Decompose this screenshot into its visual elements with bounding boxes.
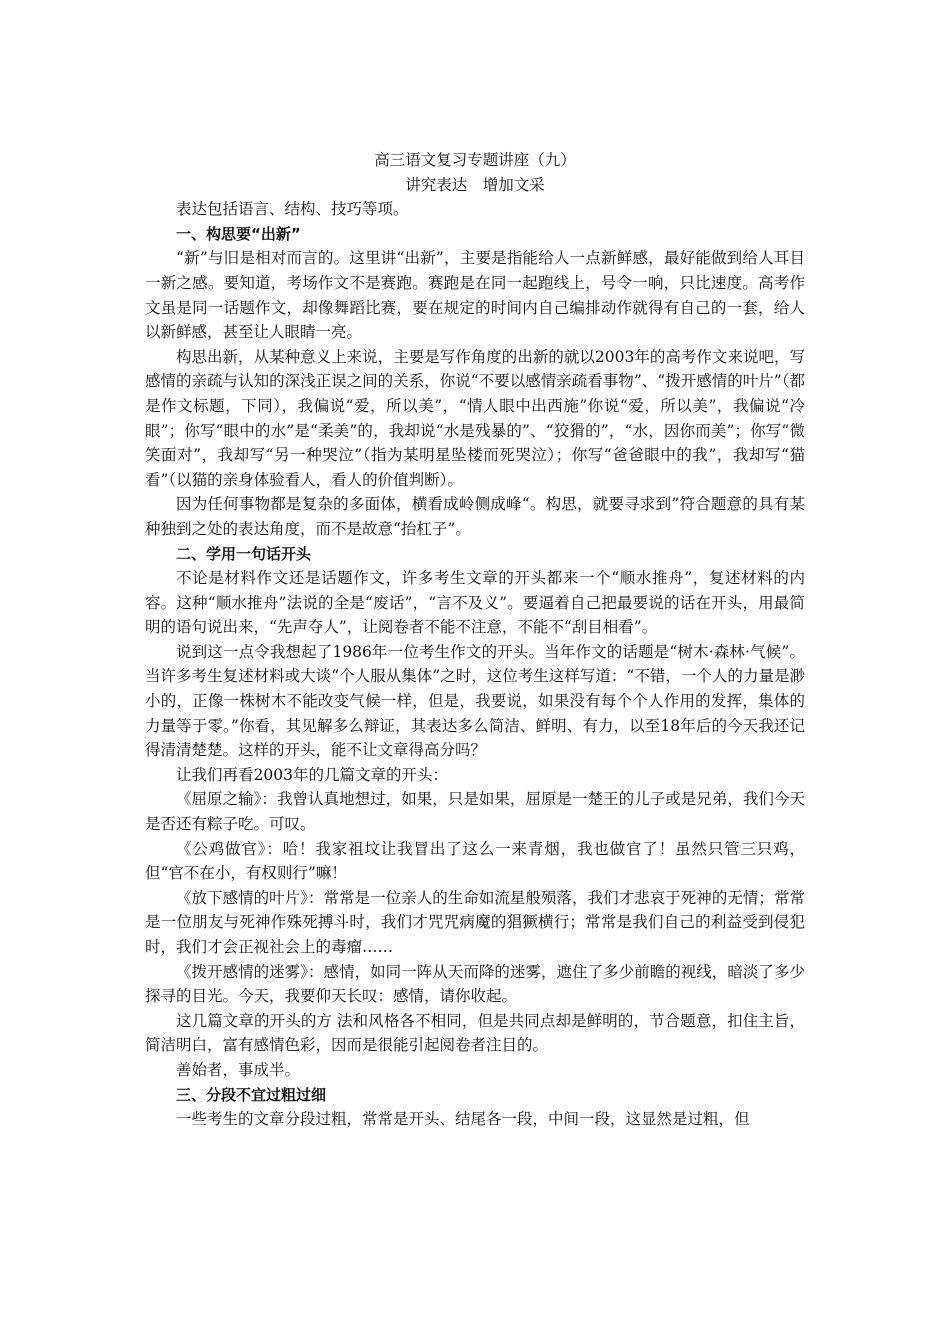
paragraph: 说到这一点令我想起了1986年一位考生作文的开头。当年作文的话题是“树木·森林·气候”。当许多考生复述材料或大谈“个人服从集体”之时，这位考生这样写道：“不错，一个人的力量是渺小的，正像一株树木不能改变气候一样，但是，我要说，如果没有每个个人作用的发挥，集体的力量等于零。”你看，其见解多么辩证，其表达多么简洁、鲜明、有力，以至18年后的今天我还记得清清楚楚。这样的开头，能不让文章得高分吗？ bbox=[145, 642, 805, 760]
paragraph: 因为任何事物都是复杂的多面体，横看成岭侧成峰“。构思，就要寻求到”符合题意的具有某种独到之处的表达角度，而不是故意“抬杠子”。 bbox=[145, 495, 805, 538]
document-title: 高三语文复习专题讲座（九） bbox=[374, 151, 576, 169]
paragraph: “新”与旧是相对而言的。这里讲“出新”，主要是指能给人一点新鲜感，最好能做到给人耳目一新之感。要知道，考场作文不是赛跑。赛跑是在同一起跑线上，号令一响，只比速度。高考作文虽是同一话题作文，却像舞蹈比赛，要在规定的时间内自己编排动作就得有自己的一套，给人以新鲜感，甚至让人眼睛一亮。 bbox=[145, 249, 805, 342]
document-page bbox=[145, 148, 805, 1132]
paragraph: 不论是材料作文还是话题作文，许多考生文章的开头都来一个“顺水推舟”，复述材料的内容。这种“顺水推舟”法说的全是“废话”，“言不及义”。要逼着自己把最要说的话在开头，用最简明的语句说出来，“先声夺人”，让阅卷者不能不注意，不能不“刮目相看”。 bbox=[145, 569, 805, 637]
intro-paragraph: 表达包括语言、结构、技巧等项。 bbox=[176, 200, 409, 219]
section-2-heading: 二、学用一句话开头 bbox=[176, 544, 312, 563]
paragraph: 善始者，事成半。 bbox=[176, 1060, 301, 1079]
paragraph: 构思出新，从某种意义上来说，主要是写作角度的出新的就以2003年的高考作文来说吧，写感情的亲疏与认知的深浅正误之间的关系，你说“不要以感情亲疏看事物”、“拨开感情的叶片”（都是作文标题，下同），我偏说“爱，所以美”，“情人眼中出西施”你说“爱，所以美”，我偏说“冷眼”；你写“眼中的水”是“柔美”的，我却说“水是残暴的”、“狡猾的”，“水，因你而美”；你写“微笑面对”，我却写“另一种哭泣”（指为某明星坠楼而死哭泣）；你写“爸爸眼中的我”，我却写“猫看”（以猫的亲身体验看人，看人的价值判断）。 bbox=[145, 347, 805, 489]
section-1-heading: 一、构思要“出新” bbox=[176, 224, 301, 243]
section-3-heading: 三、分段不宜过粗过细 bbox=[176, 1085, 327, 1104]
quote-paragraph: 《公鸡做官》：哈！我家祖坟让我冒出了这么一来青烟，我也做官了！虽然只管三只鸡，但“官不在小，有权则行”嘛！ bbox=[145, 839, 805, 883]
paragraph: 这几篇文章的开头的方 法和风格各不相同，但是共同点却是鲜明的，节合题意，扣住主旨，简洁明白，富有感情色彩，因而是很能引起阅卷者注目的。 bbox=[145, 1011, 805, 1055]
paragraph: 一些考生的文章分段过粗，常常是开头、结尾各一段，中间一段，这显然是过粗，但 bbox=[176, 1110, 750, 1129]
paragraph: 让我们再看2003年的几篇文章的开头： bbox=[176, 765, 448, 784]
quote-paragraph: 《屈原之输》：我曾认真地想过，如果，只是如果，屈原是一楚王的儿子或是兄弟，我们今天是否还有粽子吃。可叹。 bbox=[145, 790, 805, 834]
quote-paragraph: 《放下感情的叶片》：常常是一位亲人的生命如流星般殒落，我们才悲哀于死神的无情；常常是一位朋友与死神作殊死搏斗时，我们才咒咒病魔的猖獗横行；常常是我们自己的利益受到侵犯时，我们才会正视社会上的毒瘤…… bbox=[145, 888, 805, 956]
quote-paragraph: 《拨开感情的迷雾》：感情，如同一阵从天而降的迷雾，遮住了多少前瞻的视线，暗淡了多少探寻的目光。今天，我要仰天长叹：感情，请你收起。 bbox=[145, 962, 805, 1006]
document-subtitle: 讲究表达 增加文采 bbox=[405, 175, 545, 194]
